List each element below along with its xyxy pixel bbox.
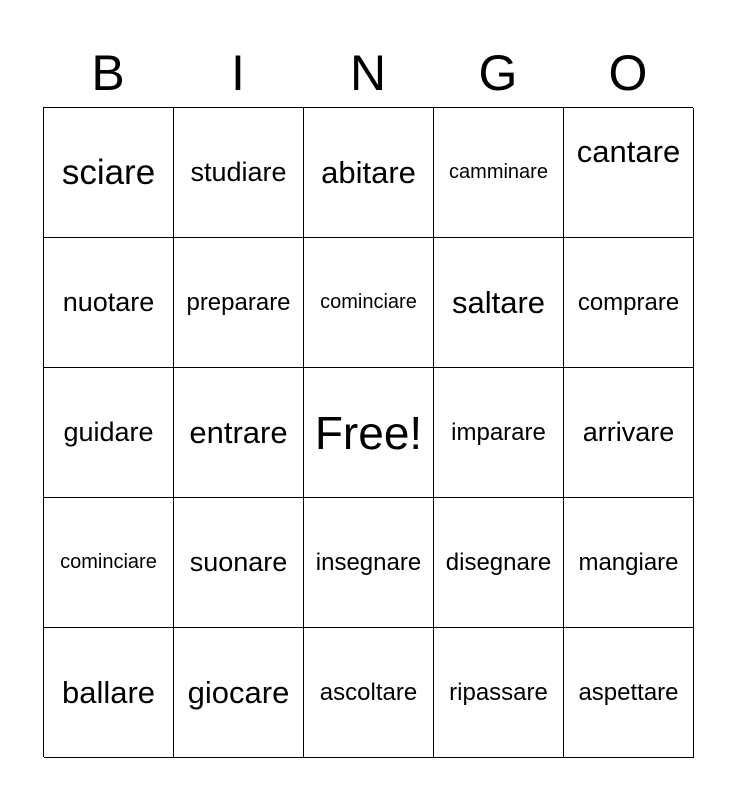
bingo-cell[interactable]: saltare xyxy=(434,238,564,368)
bingo-cell[interactable]: ballare xyxy=(44,628,174,758)
bingo-cell[interactable]: guidare xyxy=(44,368,174,498)
bingo-cell[interactable]: ripassare xyxy=(434,628,564,758)
bingo-cell[interactable]: aspettare xyxy=(564,628,694,758)
header-letter-n: N xyxy=(349,45,387,101)
header-letter-i: I xyxy=(231,45,245,101)
bingo-cell[interactable]: cantare xyxy=(564,108,694,238)
bingo-cell[interactable]: ascoltare xyxy=(304,628,434,758)
bingo-cell[interactable]: suonare xyxy=(174,498,304,628)
bingo-header xyxy=(43,40,693,106)
bingo-cell[interactable]: camminare xyxy=(434,108,564,238)
header-letter-b: B xyxy=(91,45,125,101)
bingo-cell[interactable]: abitare xyxy=(304,108,434,238)
bingo-cell[interactable]: imparare xyxy=(434,368,564,498)
header-letter-g: G xyxy=(478,45,518,101)
bingo-cell[interactable]: entrare xyxy=(174,368,304,498)
bingo-cell[interactable]: sciare xyxy=(44,108,174,238)
bingo-grid xyxy=(43,107,693,757)
bingo-cell[interactable]: cominciare xyxy=(304,238,434,368)
bingo-cell[interactable]: nuotare xyxy=(44,238,174,368)
bingo-cell[interactable]: insegnare xyxy=(304,498,434,628)
bingo-cell[interactable]: comprare xyxy=(564,238,694,368)
bingo-cell[interactable]: disegnare xyxy=(434,498,564,628)
header-letter-o: O xyxy=(608,45,648,101)
bingo-cell[interactable]: cominciare xyxy=(44,498,174,628)
bingo-cell[interactable]: studiare xyxy=(174,108,304,238)
bingo-cell[interactable]: preparare xyxy=(174,238,304,368)
free-space[interactable]: Free! xyxy=(304,368,434,498)
bingo-cell[interactable]: mangiare xyxy=(564,498,694,628)
bingo-cell[interactable]: giocare xyxy=(174,628,304,758)
bingo-cell[interactable]: arrivare xyxy=(564,368,694,498)
